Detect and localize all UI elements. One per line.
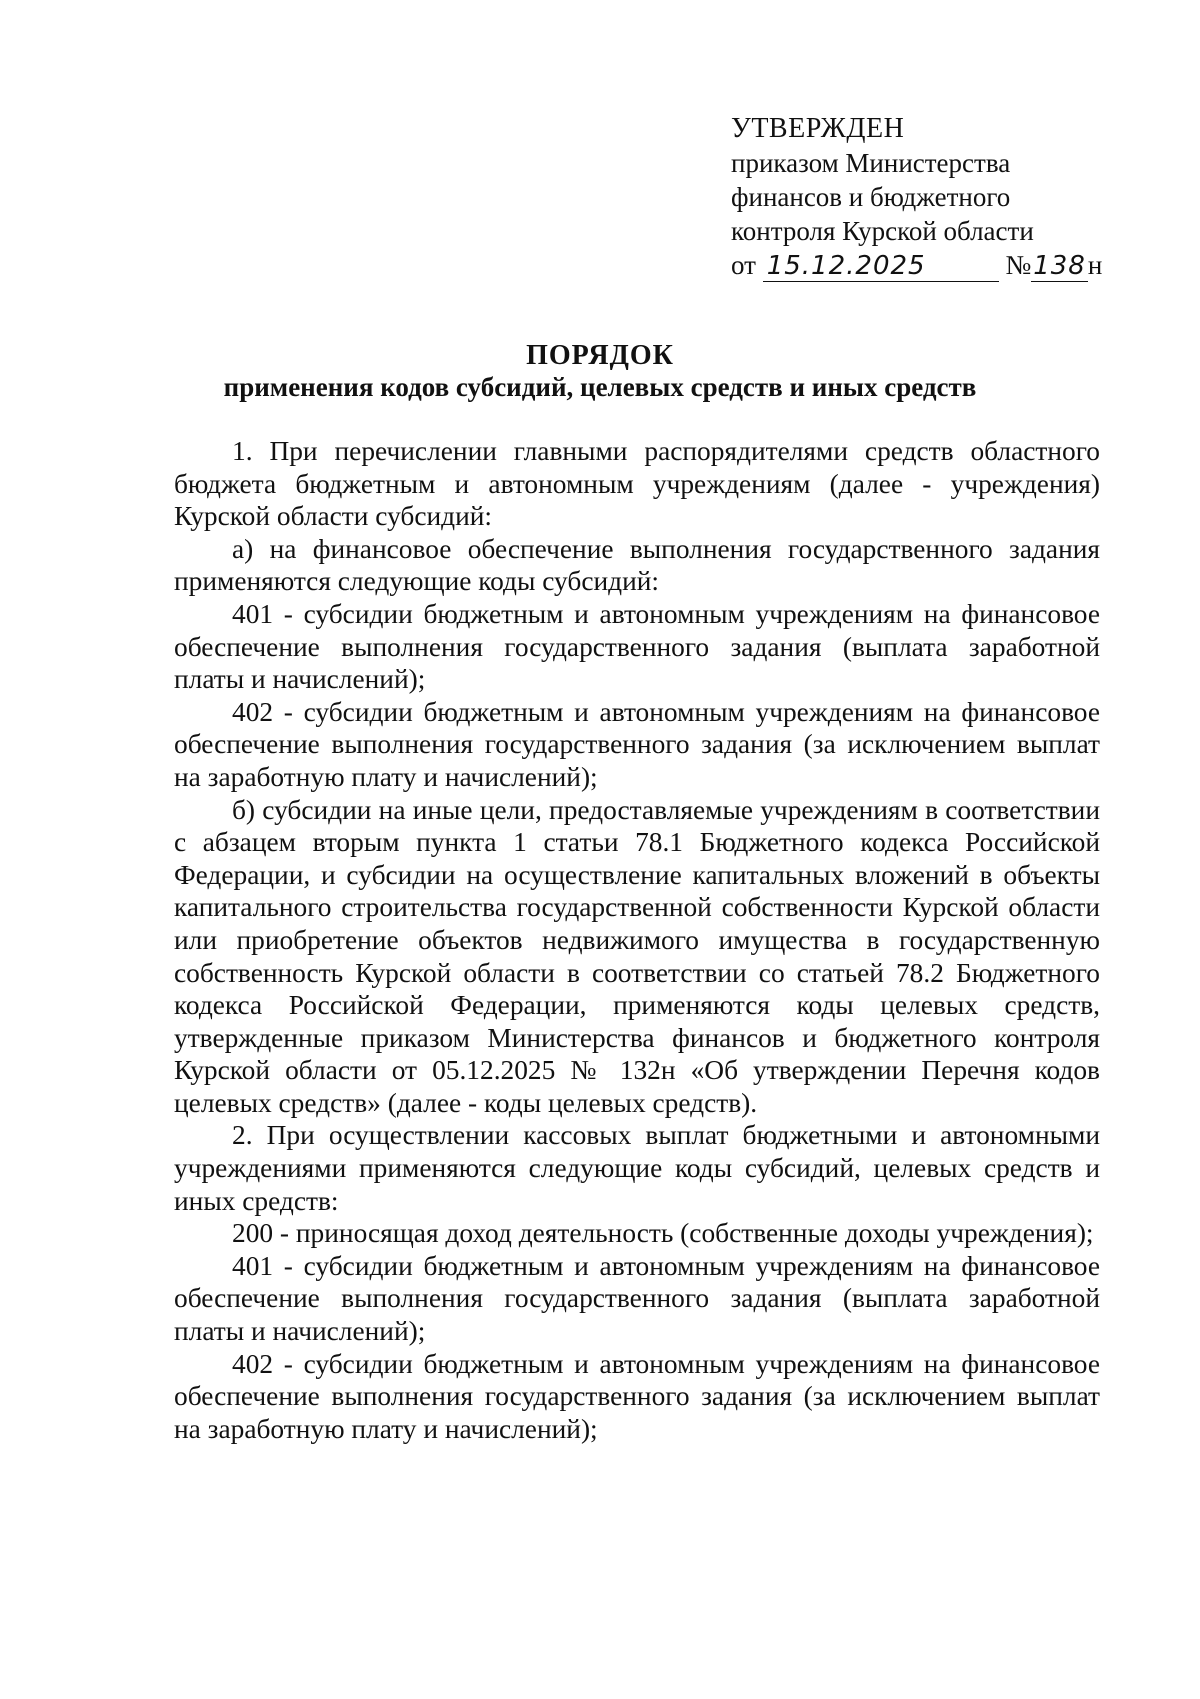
approval-stamp — [731, 112, 1102, 282]
paragraph: а) на финансовое обеспечение выполнения государственного задания применяются следующие коды субсидий: — [174, 533, 1100, 597]
paragraph: 402 - субсидии бюджетным и автономным учреждениям на финансовое обеспечение выполнения государственного задания (за исключением выплат на заработную плату и начислений); — [174, 696, 1100, 792]
handwritten-date: 15.12.2025 — [766, 251, 926, 281]
number-suffix: н — [1087, 250, 1103, 280]
handwritten-date-field — [763, 250, 999, 282]
paragraph: 1. При перечислении главными распорядителями средств областного бюджета бюджетным и автономным учреждениям (далее - учреждения) Курской области субсидий: — [174, 436, 1100, 532]
document-subtitle: применения кодов субсидий, целевых средств и иных средств — [223, 372, 977, 402]
handwritten-number-field — [1031, 250, 1088, 282]
paragraph: б) субсидии на иные цели, предоставляемые учреждениям в соответствии с абзацем вторым пункта 1 статьи 78.1 Бюджетного кодекса Российской Федерации, и субсидии на осуществление капитальных вложений в объекты капитального строительства государственной собственности Курской области или приобретение объектов недвижимого имущества в государственную собственность Курской области в соответствии со статьей 78.2 Бюджетного кодекса Российской Федерации, применяются коды целевых средств, утвержденные приказом Министерства финансов и бюджетного контроля Курской области от 05.12.2025 № 132н «Об утверждении Перечня кодов целевых средств» (далее - коды целевых средств). — [174, 794, 1100, 1118]
handwritten-number: 138 — [1033, 251, 1086, 281]
paragraph: 200 - приносящая доход деятельность (собственные доходы учреждения); — [232, 1218, 1094, 1249]
paragraph: 401 - субсидии бюджетным и автономным учреждениям на финансовое обеспечение выполнения государственного задания (выплата заработной платы и начислений); — [174, 1250, 1100, 1347]
approval-line-2: финансов и бюджетного — [731, 182, 1011, 212]
paragraph: 401 - субсидии бюджетным и автономным учреждениям на финансовое обеспечение выполнения государственного задания (выплата заработной платы и начислений); — [174, 598, 1100, 695]
paragraph: 402 - субсидии бюджетным и автономным учреждениям на финансовое обеспечение выполнения государственного задания (за исключением выплат на заработную плату и начислений); — [174, 1348, 1100, 1444]
date-prefix: от — [731, 250, 756, 280]
approval-date-line — [731, 248, 1102, 282]
document-body — [174, 435, 1100, 1445]
paragraph: 2. При осуществлении кассовых выплат бюджетными и автономными учреждениями применяются следующие коды субсидий, целевых средств и иных средств: — [174, 1120, 1100, 1216]
approval-line-3: контроля Курской области — [731, 216, 1034, 246]
approval-heading: УТВЕРЖДЕН — [731, 113, 905, 144]
document-title: ПОРЯДОК — [526, 340, 674, 371]
number-prefix: № — [1005, 250, 1032, 280]
approval-line-1: приказом Министерства — [731, 148, 1011, 178]
